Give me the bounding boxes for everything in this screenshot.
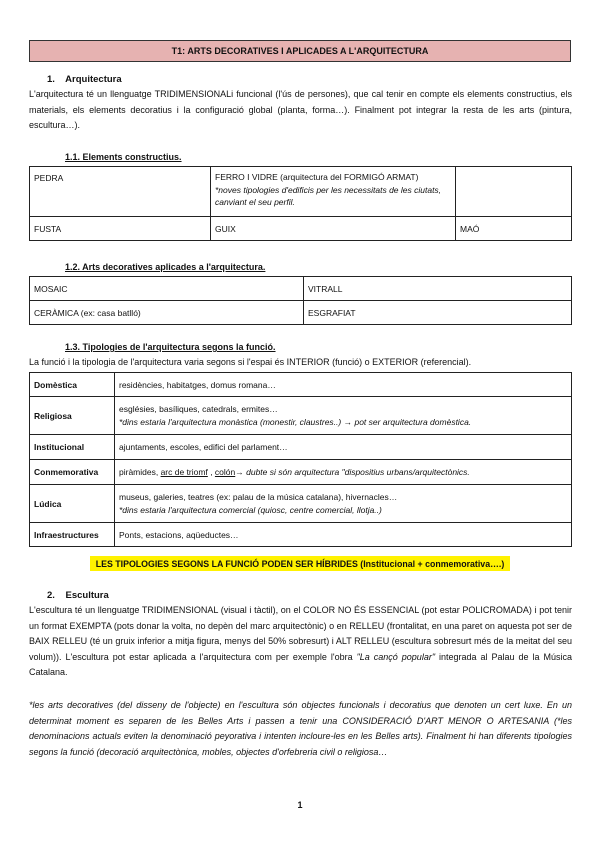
cell-text: FERRO I VIDRE (arquitectura del FORMIGÓ ARMAT): [215, 172, 419, 182]
table-row: [30, 167, 572, 217]
typology-name: Lúdica: [30, 485, 115, 523]
table-row: [30, 485, 572, 523]
table-row: [30, 435, 572, 460]
typology-desc: piràmides,: [119, 467, 161, 477]
cell-note: *noves tipologies d'edificis per les necessitats de les ciutats, canviant el seu perfil.: [215, 184, 442, 207]
sub13-heading: 1.3. Tipologies de l'arquitectura segons la funció.: [65, 342, 276, 352]
typology-note: dubte si són arquitectura "dispositius urbans/arquitectònics.: [246, 467, 470, 477]
typology-desc-cell: [115, 397, 572, 435]
document-title: T1: ARTS DECORATIVES I APLICADES A L'ARQUITECTURA: [29, 40, 571, 62]
typology-note: *dins estaria l'arquitectura comercial (quiosc, centre comercial, llotja..): [119, 504, 382, 515]
section2-number: 2.: [47, 590, 55, 601]
table-row: [30, 397, 572, 435]
hybrid-highlight: LES TIPOLOGIES SEGONS LA FUNCIÓ PODEN SER HÍBRIDES (Institucional + conmemorativa….): [90, 556, 510, 571]
page-number: 1: [297, 800, 303, 810]
typology-name: Infraestructures: [30, 523, 115, 547]
table-cell: CERÀMICA (ex: casa batlló): [30, 301, 304, 325]
typology-desc: residències, habitatges, domus romana…: [115, 373, 572, 397]
typology-desc: esglésies, basíliques, catedrals, ermites…: [119, 403, 278, 414]
section2-text-end: integrada al Palau de la Música Catalana.: [29, 651, 572, 677]
section1-heading: [47, 74, 122, 85]
section2-text: [29, 603, 572, 681]
typology-note: *dins estaria l'arquitectura monàstica (monestir, claustres..) → pot ser arquitectura domèstica.: [119, 416, 472, 427]
typology-name: Institucional: [30, 435, 115, 460]
section2-text-main: L'escultura té un llenguatge TRIDIMENSIONAL (visual i tàctil), on el COLOR NO ÉS ESSENCIAL (pot estar POLICROMADA) i pot tenir un format EXEMPTA (pots donar la volta, no depèn del marc arquitectònic) o en RELLEU (frontalitat, en una paret on aquesta pot ser de BAIX RELLEU (té un gruix inferior a mitja figura, menys del 50% sobresurt) i ALT RELLEU (escultura sobresurt més de la meitat del seu volum)). L'escultura pot estar aplicada a l'arquitectura com per exemple l'obra: [29, 605, 572, 662]
sub13-intro: La funció i la tipologia de l'arquitectura varia segons si l'espai és INTERIOR (funció) o EXTERIOR (referencial).: [29, 357, 472, 367]
table-row: [30, 277, 572, 301]
table-cell: FUSTA: [30, 217, 211, 241]
section1-text: L'arquitectura té un llenguatge TRIDIMENSIONALi funcional (l'ús de persones), que cal tenir en compte els elements constructius, els materials, els elements decoratius i la configuració global (planta, forma…). Finalment pot integrar la resta de les arts (pintura, escultura…).: [29, 89, 572, 130]
table-row: [30, 373, 572, 397]
typology-name: Conmemorativa: [30, 460, 115, 485]
section1-number: 1.: [47, 74, 55, 85]
sub11-heading: 1.1. Elements constructius.: [65, 152, 182, 162]
arrow-text: →: [235, 467, 247, 477]
table-cell: PEDRA: [30, 167, 211, 217]
typology-name: Domèstica: [30, 373, 115, 397]
table-cell: VITRALL: [304, 277, 572, 301]
table-row: [30, 301, 572, 325]
table-cell: MAÓ: [456, 217, 572, 241]
section2-heading: [47, 590, 109, 601]
table-cell: ESGRAFIAT: [304, 301, 572, 325]
table-row: [30, 523, 572, 547]
table-cell: GUIX: [211, 217, 456, 241]
typology-desc: museus, galeries, teatres (ex: palau de la música catalana), hivernacles…: [119, 491, 398, 502]
typology-name: Religiosa: [30, 397, 115, 435]
typologies-table: [29, 372, 572, 547]
typology-desc: ajuntaments, escoles, edifici del parlament…: [115, 435, 572, 460]
table-cell: MOSAIC: [30, 277, 304, 301]
table-cell: [211, 167, 456, 217]
typology-desc-cell: [115, 460, 572, 485]
elements-table: [29, 166, 572, 241]
typology-desc: Ponts, estacions, aqüeductes…: [115, 523, 572, 547]
table-row: [30, 217, 572, 241]
colon-text: colón: [214, 467, 236, 477]
artwork-title: "La cançó popular": [356, 651, 436, 662]
separator-text: ,: [207, 467, 215, 477]
section1-title: Arquitectura: [65, 74, 122, 85]
decorative-arts-note: *les arts decoratives (del disseny de l'objecte) en l'escultura són objectes funcionals i decoratius que denoten un cert luxe. En un determinat moment es separen de les Belles Arts i passen a tenir una CONSIDERACIÓ D'ART MENOR O ARTESANIA (*les denominacions actuals eviten la denominació peyorativa i intenten incloure-les en les Belles arts). Finalment hi han diferents tipologies segons la funció (decoració arquitectònica, mobles, objectes d'orfebreria civil o religiosa…: [29, 700, 572, 757]
sub12-heading: 1.2. Arts decoratives aplicades a l'arquitectura.: [65, 262, 266, 272]
table-cell: [456, 167, 572, 217]
typology-desc-cell: [115, 485, 572, 523]
decorative-arts-table: [29, 276, 572, 325]
arc-de-triomf-text: arc de triomf: [160, 467, 208, 477]
section2-title: Escultura: [65, 590, 109, 601]
table-row: [30, 460, 572, 485]
